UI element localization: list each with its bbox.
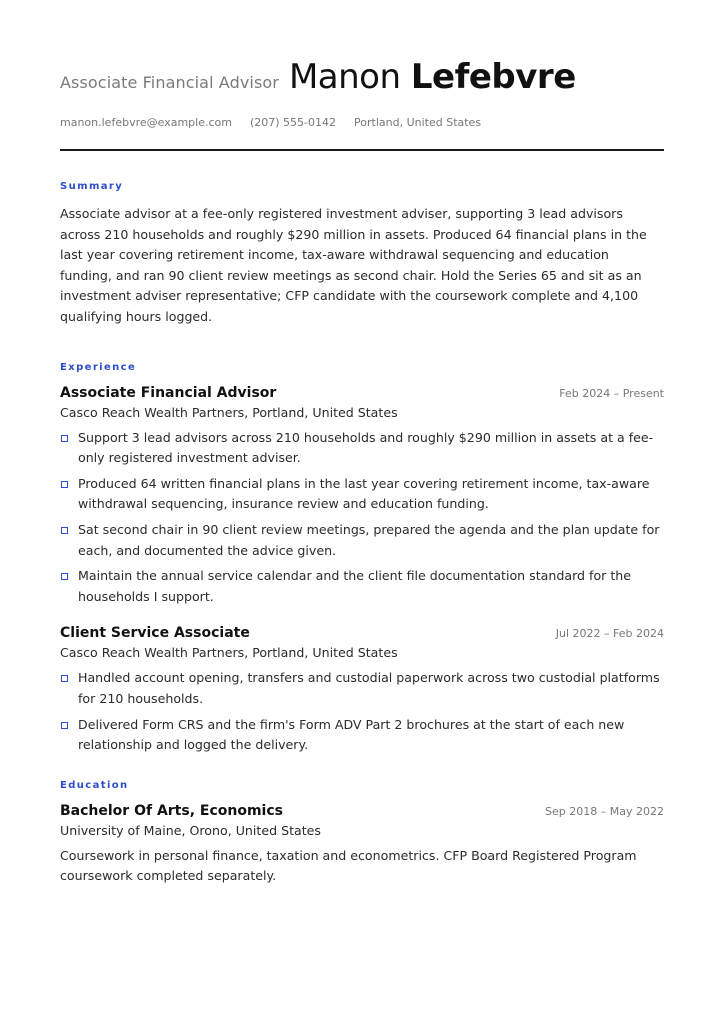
job-title: Associate Financial Advisor — [60, 73, 279, 92]
bullet-item: Delivered Form CRS and the firm's Form ADV Part 2 brochures at the start of each new relationship and logged the delivery. — [60, 715, 664, 756]
education-entry — [60, 803, 664, 887]
candidate-name — [288, 57, 576, 97]
job-entry-dates: Jul 2022 – Feb 2024 — [555, 627, 664, 641]
bullet-item: Handled account opening, transfers and custodial paperwork across two custodial platforms for 210 households. — [60, 668, 664, 709]
location: Portland, United States — [354, 116, 482, 129]
bullet-item: Produced 64 written financial plans in the last year covering retirement income, tax-aware withdrawal sequencing, insurance review and education funding. — [60, 474, 664, 515]
resume-header — [60, 57, 664, 97]
bullet-item: Sat second chair in 90 client review meetings, prepared the agenda and the plan update for each, and documented the advice given. — [60, 520, 664, 561]
job-bullets — [60, 668, 664, 755]
contact-info — [60, 116, 664, 129]
education-heading: Education — [60, 779, 129, 791]
education-dates: Sep 2018 – May 2022 — [545, 804, 664, 818]
job-bullets — [60, 428, 664, 608]
bullet-item: Support 3 lead advisors across 210 households and roughly $290 million in assets at a fee-only registered investment adviser. — [60, 428, 664, 469]
header-divider — [60, 149, 664, 151]
degree-title: Bachelor Of Arts, Economics — [60, 802, 283, 819]
education-description: Coursework in personal finance, taxation and econometrics. CFP Board Registered Program coursework completed separately. — [60, 847, 637, 884]
square-bullet-icon — [61, 481, 68, 488]
square-bullet-icon — [61, 675, 68, 682]
square-bullet-icon — [61, 527, 68, 534]
job-entry-org: Casco Reach Wealth Partners, Portland, United States — [60, 645, 398, 661]
last-name: Lefebvre — [410, 57, 576, 97]
experience-entry — [60, 625, 664, 755]
school-name: University of Maine, Orono, United States — [60, 822, 321, 838]
bullet-item: Maintain the annual service calendar and the client file documentation standard for the households I support. — [60, 566, 664, 607]
experience-entry — [60, 385, 664, 608]
job-entry-dates: Feb 2024 – Present — [559, 386, 664, 400]
summary-heading: Summary — [60, 181, 124, 192]
job-entry-org: Casco Reach Wealth Partners, Portland, United States — [60, 404, 398, 420]
job-entry-title: Client Service Associate — [60, 625, 250, 642]
square-bullet-icon — [61, 573, 68, 580]
summary-text: Associate advisor at a fee-only registered investment adviser, supporting 3 lead advisors across 210 households and roughly $290 million in assets. Produced 64 financial plans in the last year covering retirement income, tax-aware withdrawal sequencing and education funding, and ran 90 client review meetings as second chair. Hold the Series 65 and sit as an investment adviser representative; CFP candidate with the coursework complete and 4,100 qualifying hours logged. — [60, 206, 647, 324]
email[interactable]: manon.lefebvre@example.com — [60, 116, 232, 129]
phone[interactable]: (207) 555-0142 — [249, 116, 337, 129]
experience-heading: Experience — [60, 361, 137, 373]
first-name: Manon — [288, 57, 401, 97]
square-bullet-icon — [61, 722, 68, 729]
square-bullet-icon — [61, 435, 68, 442]
job-entry-title: Associate Financial Advisor — [60, 384, 277, 401]
